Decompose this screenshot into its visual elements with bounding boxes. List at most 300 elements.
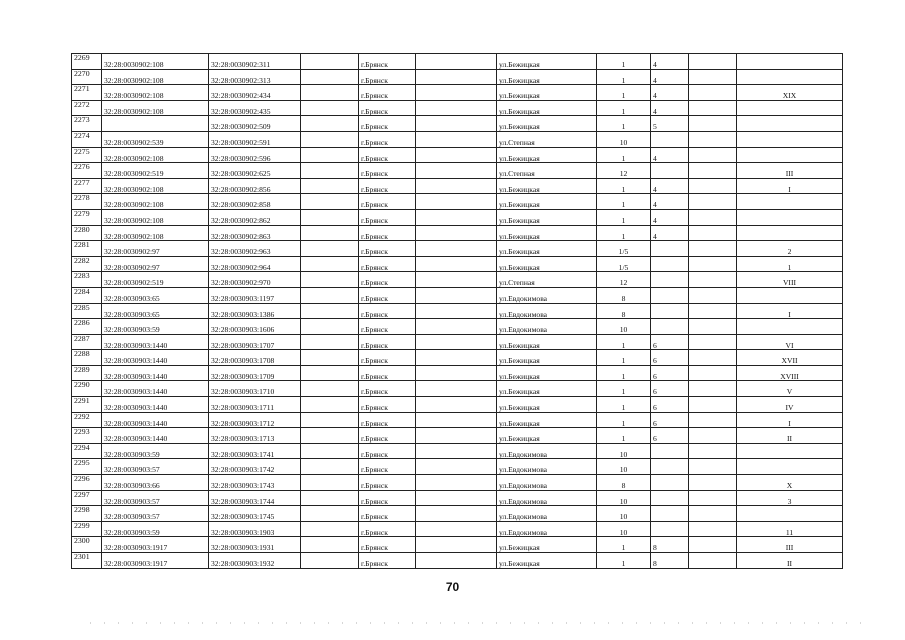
empty-col-1-cell [301, 428, 359, 444]
empty-col-2-cell [416, 443, 497, 459]
building-number-cell: 4 [651, 194, 689, 210]
parent-cadastral-number-cell: 32:28:0030903:66 [102, 475, 209, 491]
empty-col-2-cell [416, 194, 497, 210]
empty-col-2-cell [416, 428, 497, 444]
building-number-cell [651, 272, 689, 288]
table-row [72, 475, 843, 491]
cadastral-number-cell: 32:28:0030902:591 [209, 131, 301, 147]
table-row [72, 334, 843, 350]
parent-cadastral-number-cell [102, 116, 209, 132]
street-cell: ул.Евдокимова [497, 506, 597, 522]
city-cell: г.Брянск [359, 475, 416, 491]
empty-col-1-cell [301, 209, 359, 225]
building-number-cell: 6 [651, 428, 689, 444]
table-row [72, 116, 843, 132]
table-row [72, 287, 843, 303]
room-number-cell: VIII [737, 272, 843, 288]
room-number-cell: VI [737, 334, 843, 350]
house-number-cell: 1 [597, 381, 651, 397]
street-cell: ул.Бежицкая [497, 350, 597, 366]
cadastral-number-cell: 32:28:0030902:596 [209, 147, 301, 163]
table-row [72, 553, 843, 569]
table-row [72, 443, 843, 459]
empty-col-2-cell [416, 147, 497, 163]
cadastral-number-cell: 32:28:0030902:970 [209, 272, 301, 288]
parent-cadastral-number-cell: 32:28:0030903:59 [102, 443, 209, 459]
room-number-cell: 11 [737, 521, 843, 537]
empty-col-2-cell [416, 116, 497, 132]
city-cell: г.Брянск [359, 381, 416, 397]
empty-col-3-cell [689, 85, 737, 101]
street-cell: ул.Бежицкая [497, 365, 597, 381]
table-row [72, 303, 843, 319]
row-number-cell: 2280 [72, 225, 102, 241]
building-number-cell: 5 [651, 116, 689, 132]
empty-col-2-cell [416, 303, 497, 319]
street-cell: ул.Бежицкая [497, 209, 597, 225]
table-row [72, 163, 843, 179]
empty-col-1-cell [301, 319, 359, 335]
cadastral-number-cell: 32:28:0030903:1743 [209, 475, 301, 491]
building-number-cell [651, 256, 689, 272]
parent-cadastral-number-cell: 32:28:0030903:59 [102, 521, 209, 537]
empty-col-1-cell [301, 521, 359, 537]
cadastral-number-cell: 32:28:0030903:1932 [209, 553, 301, 569]
parent-cadastral-number-cell: 32:28:0030903:1440 [102, 365, 209, 381]
house-number-cell: 1 [597, 194, 651, 210]
empty-col-1-cell [301, 490, 359, 506]
empty-col-3-cell [689, 163, 737, 179]
room-number-cell: I [737, 178, 843, 194]
empty-col-3-cell [689, 334, 737, 350]
table-row [72, 100, 843, 116]
house-number-cell: 1 [597, 225, 651, 241]
building-number-cell: 4 [651, 147, 689, 163]
row-number-cell: 2281 [72, 241, 102, 257]
room-number-cell: III [737, 537, 843, 553]
row-number-cell: 2278 [72, 194, 102, 210]
row-number-cell: 2288 [72, 350, 102, 366]
street-cell: ул.Бежицкая [497, 241, 597, 257]
cadastral-number-cell: 32:28:0030903:1709 [209, 365, 301, 381]
row-number-cell: 2274 [72, 131, 102, 147]
house-number-cell: 1 [597, 365, 651, 381]
building-number-cell: 4 [651, 100, 689, 116]
empty-col-3-cell [689, 225, 737, 241]
empty-col-2-cell [416, 365, 497, 381]
city-cell: г.Брянск [359, 506, 416, 522]
row-number-cell: 2294 [72, 443, 102, 459]
house-number-cell: 1 [597, 209, 651, 225]
empty-col-2-cell [416, 256, 497, 272]
building-number-cell: 6 [651, 397, 689, 413]
building-number-cell [651, 475, 689, 491]
house-number-cell: 10 [597, 506, 651, 522]
empty-col-3-cell [689, 490, 737, 506]
parent-cadastral-number-cell: 32:28:0030903:57 [102, 459, 209, 475]
room-number-cell: II [737, 553, 843, 569]
empty-col-3-cell [689, 287, 737, 303]
parent-cadastral-number-cell: 32:28:0030903:1440 [102, 428, 209, 444]
empty-col-1-cell [301, 272, 359, 288]
street-cell: ул.Бежицкая [497, 178, 597, 194]
building-number-cell: 6 [651, 381, 689, 397]
house-number-cell: 8 [597, 475, 651, 491]
table-row [72, 256, 843, 272]
building-number-cell [651, 303, 689, 319]
empty-col-1-cell [301, 412, 359, 428]
empty-col-3-cell [689, 350, 737, 366]
row-number-cell: 2275 [72, 147, 102, 163]
empty-col-2-cell [416, 241, 497, 257]
building-number-cell [651, 319, 689, 335]
street-cell: ул.Бежицкая [497, 100, 597, 116]
empty-col-2-cell [416, 85, 497, 101]
empty-col-2-cell [416, 319, 497, 335]
room-number-cell [737, 319, 843, 335]
building-number-cell [651, 241, 689, 257]
house-number-cell: 12 [597, 272, 651, 288]
empty-col-3-cell [689, 475, 737, 491]
row-number-cell: 2285 [72, 303, 102, 319]
empty-col-1-cell [301, 178, 359, 194]
street-cell: ул.Бежицкая [497, 537, 597, 553]
cadastral-number-cell: 32:28:0030903:1742 [209, 459, 301, 475]
table-row [72, 272, 843, 288]
city-cell: г.Брянск [359, 334, 416, 350]
empty-col-3-cell [689, 521, 737, 537]
cadastral-number-cell: 32:28:0030902:862 [209, 209, 301, 225]
empty-col-1-cell [301, 54, 359, 70]
room-number-cell: III [737, 163, 843, 179]
street-cell: ул.Бежицкая [497, 85, 597, 101]
empty-col-2-cell [416, 521, 497, 537]
cadastral-number-cell: 32:28:0030903:1745 [209, 506, 301, 522]
table-row [72, 147, 843, 163]
empty-col-1-cell [301, 334, 359, 350]
empty-col-1-cell [301, 194, 359, 210]
building-number-cell: 6 [651, 350, 689, 366]
room-number-cell: XVIII [737, 365, 843, 381]
parent-cadastral-number-cell: 32:28:0030902:539 [102, 131, 209, 147]
empty-col-3-cell [689, 194, 737, 210]
house-number-cell: 1 [597, 69, 651, 85]
empty-col-1-cell [301, 85, 359, 101]
building-number-cell [651, 506, 689, 522]
city-cell: г.Брянск [359, 428, 416, 444]
row-number-cell: 2283 [72, 272, 102, 288]
row-number-cell: 2292 [72, 412, 102, 428]
city-cell: г.Брянск [359, 287, 416, 303]
room-number-cell: V [737, 381, 843, 397]
street-cell: ул.Бежицкая [497, 553, 597, 569]
city-cell: г.Брянск [359, 147, 416, 163]
room-number-cell [737, 131, 843, 147]
parent-cadastral-number-cell: 32:28:0030902:519 [102, 163, 209, 179]
city-cell: г.Брянск [359, 116, 416, 132]
building-number-cell: 4 [651, 225, 689, 241]
parent-cadastral-number-cell: 32:28:0030902:108 [102, 100, 209, 116]
empty-col-3-cell [689, 506, 737, 522]
empty-col-3-cell [689, 537, 737, 553]
city-cell: г.Брянск [359, 521, 416, 537]
room-number-cell: 2 [737, 241, 843, 257]
city-cell: г.Брянск [359, 241, 416, 257]
table-row [72, 131, 843, 147]
building-number-cell [651, 490, 689, 506]
row-number-cell: 2270 [72, 69, 102, 85]
empty-col-2-cell [416, 412, 497, 428]
empty-col-2-cell [416, 178, 497, 194]
cadastral-number-cell: 32:28:0030903:1903 [209, 521, 301, 537]
parent-cadastral-number-cell: 32:28:0030902:97 [102, 241, 209, 257]
building-number-cell [651, 287, 689, 303]
empty-col-2-cell [416, 225, 497, 241]
room-number-cell: XVII [737, 350, 843, 366]
room-number-cell [737, 443, 843, 459]
building-number-cell: 8 [651, 537, 689, 553]
cadastral-number-cell: 32:28:0030903:1744 [209, 490, 301, 506]
city-cell: г.Брянск [359, 459, 416, 475]
city-cell: г.Брянск [359, 225, 416, 241]
row-number-cell: 2287 [72, 334, 102, 350]
street-cell: ул.Степная [497, 272, 597, 288]
building-number-cell: 4 [651, 178, 689, 194]
street-cell: ул.Бежицкая [497, 225, 597, 241]
building-number-cell: 6 [651, 365, 689, 381]
house-number-cell: 12 [597, 163, 651, 179]
empty-col-2-cell [416, 100, 497, 116]
city-cell: г.Брянск [359, 397, 416, 413]
empty-col-1-cell [301, 459, 359, 475]
street-cell: ул.Бежицкая [497, 256, 597, 272]
empty-col-1-cell [301, 303, 359, 319]
table-row [72, 350, 843, 366]
city-cell: г.Брянск [359, 490, 416, 506]
cadastral-number-cell: 32:28:0030902:509 [209, 116, 301, 132]
building-number-cell: 6 [651, 412, 689, 428]
parent-cadastral-number-cell: 32:28:0030902:108 [102, 178, 209, 194]
empty-col-1-cell [301, 443, 359, 459]
empty-col-1-cell [301, 397, 359, 413]
empty-col-1-cell [301, 100, 359, 116]
city-cell: г.Брянск [359, 209, 416, 225]
empty-col-3-cell [689, 131, 737, 147]
empty-col-3-cell [689, 116, 737, 132]
room-number-cell: 1 [737, 256, 843, 272]
street-cell: ул.Бежицкая [497, 54, 597, 70]
cadastral-number-cell: 32:28:0030903:1711 [209, 397, 301, 413]
row-number-cell: 2290 [72, 381, 102, 397]
empty-col-1-cell [301, 131, 359, 147]
room-number-cell: XIX [737, 85, 843, 101]
street-cell: ул.Евдокимова [497, 475, 597, 491]
parent-cadastral-number-cell: 32:28:0030903:57 [102, 506, 209, 522]
house-number-cell: 1/5 [597, 256, 651, 272]
house-number-cell: 8 [597, 287, 651, 303]
building-number-cell: 4 [651, 209, 689, 225]
city-cell: г.Брянск [359, 443, 416, 459]
empty-col-1-cell [301, 116, 359, 132]
empty-col-1-cell [301, 225, 359, 241]
table-row [72, 194, 843, 210]
empty-col-2-cell [416, 54, 497, 70]
building-number-cell [651, 163, 689, 179]
empty-col-2-cell [416, 490, 497, 506]
table-row [72, 69, 843, 85]
table-row [72, 209, 843, 225]
empty-col-2-cell [416, 287, 497, 303]
cadastral-number-cell: 32:28:0030902:964 [209, 256, 301, 272]
empty-col-1-cell [301, 147, 359, 163]
street-cell: ул.Евдокимова [497, 490, 597, 506]
empty-col-2-cell [416, 272, 497, 288]
cadastral-number-cell: 32:28:0030902:311 [209, 54, 301, 70]
cadastral-number-cell: 32:28:0030902:963 [209, 241, 301, 257]
row-number-cell: 2289 [72, 365, 102, 381]
row-number-cell: 2286 [72, 319, 102, 335]
room-number-cell [737, 54, 843, 70]
house-number-cell: 1 [597, 116, 651, 132]
row-number-cell: 2297 [72, 490, 102, 506]
cadastral-number-cell: 32:28:0030903:1713 [209, 428, 301, 444]
cadastral-number-cell: 32:28:0030902:858 [209, 194, 301, 210]
empty-col-3-cell [689, 303, 737, 319]
empty-col-3-cell [689, 272, 737, 288]
empty-col-3-cell [689, 69, 737, 85]
room-number-cell [737, 147, 843, 163]
table-row [72, 397, 843, 413]
empty-col-2-cell [416, 163, 497, 179]
house-number-cell: 1 [597, 428, 651, 444]
house-number-cell: 10 [597, 459, 651, 475]
city-cell: г.Брянск [359, 350, 416, 366]
house-number-cell: 1 [597, 54, 651, 70]
house-number-cell: 1 [597, 85, 651, 101]
street-cell: ул.Бежицкая [497, 194, 597, 210]
row-number-cell: 2296 [72, 475, 102, 491]
city-cell: г.Брянск [359, 85, 416, 101]
street-cell: ул.Евдокимова [497, 459, 597, 475]
cadastral-number-cell: 32:28:0030903:1707 [209, 334, 301, 350]
city-cell: г.Брянск [359, 272, 416, 288]
empty-col-2-cell [416, 506, 497, 522]
empty-col-2-cell [416, 553, 497, 569]
room-number-cell [737, 209, 843, 225]
parent-cadastral-number-cell: 32:28:0030903:1440 [102, 350, 209, 366]
building-number-cell [651, 521, 689, 537]
house-number-cell: 1 [597, 334, 651, 350]
city-cell: г.Брянск [359, 365, 416, 381]
parent-cadastral-number-cell: 32:28:0030903:1440 [102, 412, 209, 428]
room-number-cell [737, 100, 843, 116]
cadastral-number-cell: 32:28:0030902:313 [209, 69, 301, 85]
row-number-cell: 2298 [72, 506, 102, 522]
city-cell: г.Брянск [359, 303, 416, 319]
cadastral-number-cell: 32:28:0030903:1386 [209, 303, 301, 319]
cadastral-number-cell: 32:28:0030903:1931 [209, 537, 301, 553]
street-cell: ул.Евдокимова [497, 319, 597, 335]
empty-col-2-cell [416, 397, 497, 413]
city-cell: г.Брянск [359, 412, 416, 428]
empty-col-3-cell [689, 178, 737, 194]
empty-col-3-cell [689, 443, 737, 459]
row-number-cell: 2299 [72, 521, 102, 537]
empty-col-3-cell [689, 209, 737, 225]
parent-cadastral-number-cell: 32:28:0030903:65 [102, 303, 209, 319]
empty-col-1-cell [301, 365, 359, 381]
room-number-cell [737, 506, 843, 522]
empty-col-1-cell [301, 287, 359, 303]
parent-cadastral-number-cell: 32:28:0030903:1917 [102, 537, 209, 553]
parent-cadastral-number-cell: 32:28:0030902:108 [102, 225, 209, 241]
parent-cadastral-number-cell: 32:28:0030902:108 [102, 209, 209, 225]
row-number-cell: 2284 [72, 287, 102, 303]
cadastral-number-cell: 32:28:0030903:1708 [209, 350, 301, 366]
room-number-cell: 3 [737, 490, 843, 506]
table-row [72, 85, 843, 101]
row-number-cell: 2295 [72, 459, 102, 475]
empty-col-3-cell [689, 397, 737, 413]
empty-col-3-cell [689, 241, 737, 257]
parent-cadastral-number-cell: 32:28:0030903:1440 [102, 381, 209, 397]
empty-col-3-cell [689, 412, 737, 428]
table-row [72, 412, 843, 428]
street-cell: ул.Бежицкая [497, 334, 597, 350]
city-cell: г.Брянск [359, 319, 416, 335]
building-number-cell: 4 [651, 85, 689, 101]
empty-col-2-cell [416, 209, 497, 225]
street-cell: ул.Бежицкая [497, 412, 597, 428]
street-cell: ул.Бежицкая [497, 428, 597, 444]
room-number-cell [737, 459, 843, 475]
row-number-cell: 2282 [72, 256, 102, 272]
cadastral-number-cell: 32:28:0030902:625 [209, 163, 301, 179]
empty-col-3-cell [689, 381, 737, 397]
empty-col-1-cell [301, 241, 359, 257]
parent-cadastral-number-cell: 32:28:0030903:1440 [102, 397, 209, 413]
cadastral-number-cell: 32:28:0030902:856 [209, 178, 301, 194]
empty-col-3-cell [689, 319, 737, 335]
city-cell: г.Брянск [359, 163, 416, 179]
parent-cadastral-number-cell: 32:28:0030903:57 [102, 490, 209, 506]
house-number-cell: 1 [597, 147, 651, 163]
parent-cadastral-number-cell: 32:28:0030902:97 [102, 256, 209, 272]
street-cell: ул.Бежицкая [497, 397, 597, 413]
room-number-cell [737, 69, 843, 85]
city-cell: г.Брянск [359, 69, 416, 85]
table-row [72, 178, 843, 194]
empty-col-2-cell [416, 350, 497, 366]
table-row [72, 490, 843, 506]
parent-cadastral-number-cell: 32:28:0030902:108 [102, 69, 209, 85]
street-cell: ул.Евдокимова [497, 303, 597, 319]
building-number-cell: 6 [651, 334, 689, 350]
city-cell: г.Брянск [359, 54, 416, 70]
street-cell: ул.Бежицкая [497, 147, 597, 163]
room-number-cell: II [737, 428, 843, 444]
house-number-cell: 1 [597, 537, 651, 553]
row-number-cell: 2276 [72, 163, 102, 179]
empty-col-3-cell [689, 100, 737, 116]
table-row [72, 521, 843, 537]
empty-col-2-cell [416, 69, 497, 85]
street-cell: ул.Евдокимова [497, 287, 597, 303]
table-row [72, 54, 843, 70]
cadastral-number-cell: 32:28:0030903:1741 [209, 443, 301, 459]
city-cell: г.Брянск [359, 131, 416, 147]
table-row [72, 428, 843, 444]
